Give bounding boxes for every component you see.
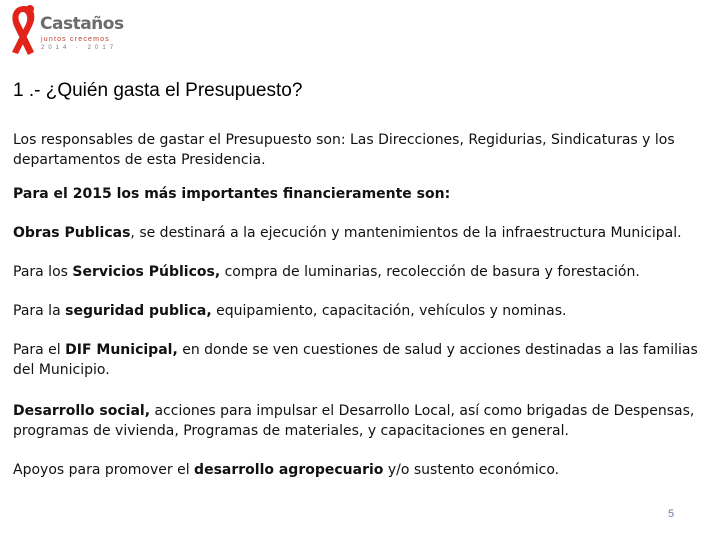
ribbon-icon bbox=[4, 2, 44, 60]
servicios-paragraph bbox=[13, 262, 713, 282]
page-title: 1 .- ¿Quién gasta el Presupuesto? bbox=[13, 80, 303, 101]
intro-paragraph: Los responsables de gastar el Presupuesto son: Las Direcciones, Regidurias, Sindicaturas y los departamentos de esta Presidencia. bbox=[13, 132, 675, 168]
obras-label: Obras Publicas bbox=[13, 225, 131, 241]
dif-paragraph bbox=[13, 340, 713, 380]
subtitle-paragraph bbox=[13, 184, 713, 204]
castanos-logo bbox=[4, 2, 126, 62]
seguridad-prefix: Para la bbox=[13, 303, 66, 319]
dif-text: en donde se ven cuestiones de salud y acciones destinadas a las familias del Municipio. bbox=[13, 342, 698, 378]
seguridad-text: equipamiento, capacitación, vehículos y nominas. bbox=[211, 303, 567, 319]
apoyos-label: desarrollo agropecuario bbox=[194, 462, 384, 478]
obras-text: , se destinará a la ejecución y mantenimientos de la infraestructura Municipal. bbox=[130, 225, 682, 241]
apoyos-paragraph bbox=[13, 460, 713, 480]
dif-label: DIF Municipal, bbox=[65, 342, 178, 358]
servicios-text: compra de luminarias, recolección de basura y forestación. bbox=[220, 264, 640, 280]
seguridad-label: seguridad publica, bbox=[65, 303, 212, 319]
obras-paragraph bbox=[13, 223, 713, 243]
subtitle-text: Para el 2015 los más importantes financieramente son: bbox=[13, 186, 451, 202]
logo-years: 2014 · 2017 bbox=[41, 45, 118, 51]
dif-prefix: Para el bbox=[13, 342, 66, 358]
desarrollo-text: acciones para impulsar el Desarrollo Local, así como brigadas de Despensas, programas de vivienda, Programas de materiales, y capacitaciones en general. bbox=[13, 403, 695, 439]
desarrollo-label: Desarrollo social, bbox=[13, 403, 151, 419]
servicios-label: Servicios Públicos, bbox=[72, 264, 221, 280]
desarrollo-paragraph bbox=[13, 401, 713, 441]
servicios-prefix: Para los bbox=[13, 264, 73, 280]
page-number: 5 bbox=[668, 508, 675, 520]
apoyos-text: y/o sustento económico. bbox=[383, 462, 560, 478]
logo-subtitle: juntos crecemos bbox=[41, 36, 110, 43]
apoyos-prefix: Apoyos para promover el bbox=[13, 462, 195, 478]
content-body bbox=[13, 130, 713, 480]
logo-name: Castaños bbox=[40, 14, 124, 34]
seguridad-paragraph bbox=[13, 301, 713, 321]
